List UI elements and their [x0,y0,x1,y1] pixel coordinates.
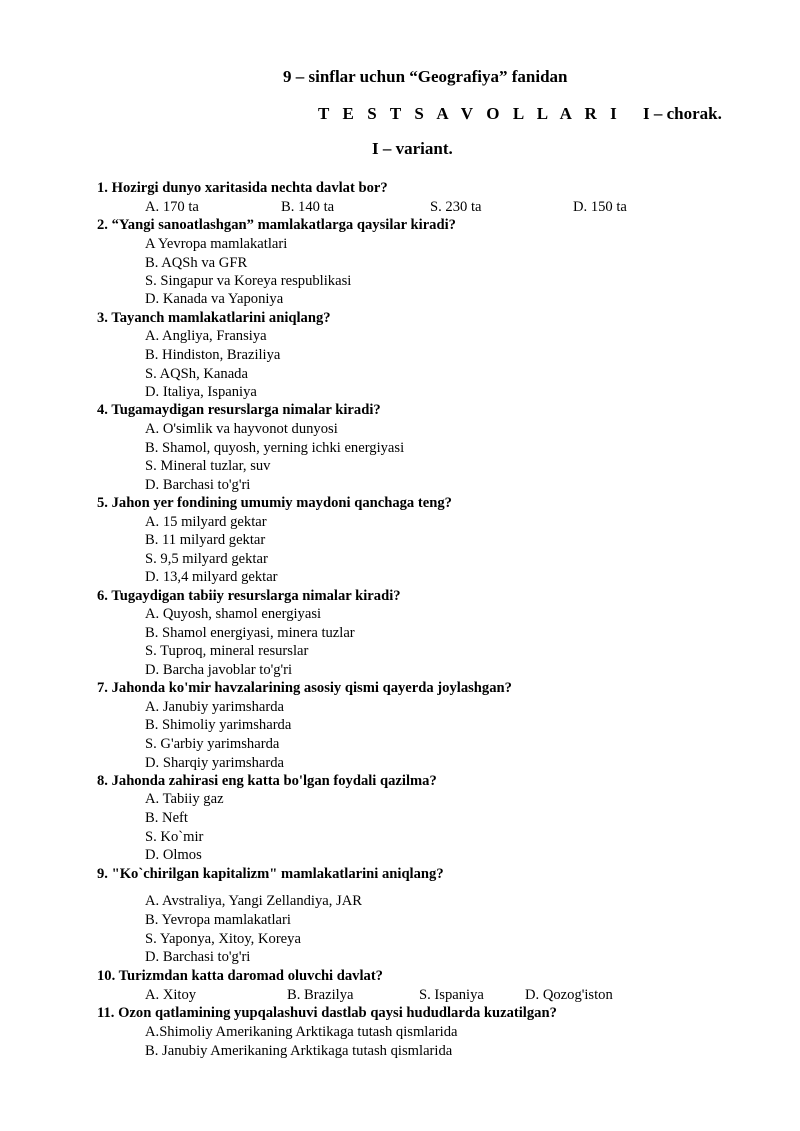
option: S. Yaponya, Xitoy, Koreya [145,931,301,947]
option: B. Hindiston, Braziliya [145,347,281,363]
option: S. Ispaniya [419,987,484,1003]
option: D. Italiya, Ispaniya [145,384,257,400]
question-5: 5. Jahon yer fondining umumiy maydoni qanchaga teng? [97,495,452,511]
option: B. Brazilya [287,987,354,1003]
option: D. Barcha javoblar to'g'ri [145,662,293,678]
option: S. 9,5 milyard gektar [145,551,268,567]
question-4: 4. Tugamaydigan resurslarga nimalar kiradi? [97,402,381,418]
question-10: 10. Turizmdan katta daromad oluvchi davlat? [97,968,383,984]
option: S. Mineral tuzlar, suv [145,458,271,474]
option: A. Avstraliya, Yangi Zellandiya, JAR [145,893,362,909]
option: A. Xitoy [145,987,197,1003]
option: D. Barchasi to'g'ri [145,949,251,965]
question-11: 11. Ozon qatlamining yupqalashuvi dastlab qaysi hududlarda kuzatilgan? [97,1005,557,1021]
option: S. 230 ta [430,199,482,215]
option: S. G'arbiy yarimsharda [145,736,280,752]
option: B. 11 milyard gektar [145,532,266,548]
option: S. Singapur va Koreya respublikasi [145,273,352,289]
question-6: 6. Tugaydigan tabiiy resurslarga nimalar kiradi? [97,588,401,604]
test-title: T E S T S A V O L L A R I [318,104,622,123]
question-8: 8. Jahonda zahirasi eng katta bo'lgan foydali qazilma? [97,773,437,789]
option: A. 15 milyard gektar [145,514,267,530]
option: D. Sharqiy yarimsharda [145,755,285,771]
option: B. Shimoliy yarimsharda [145,717,292,733]
quarter-label: I – chorak. [643,104,722,123]
option: D. Barchasi to'g'ri [145,477,251,493]
option: B. Shamol energiyasi, minera tuzlar [145,625,355,641]
option: B. 140 ta [281,199,335,215]
option: S. Ko`mir [145,829,204,845]
option: B. AQSh va GFR [145,255,248,271]
option: A Yevropa mamlakatlari [145,236,288,252]
option: A. 170 ta [145,199,199,215]
question-9: 9. "Ko`chirilgan kapitalizm" mamlakatlarini aniqlang? [97,866,444,882]
option: D. Kanada va Yaponiya [145,291,284,307]
option: S. AQSh, Kanada [145,366,248,382]
option: B. Yevropa mamlakatlari [145,912,291,928]
option: B. Neft [145,810,188,826]
option: A.Shimoliy Amerikaning Arktikaga tutash qismlarida [145,1024,458,1040]
document-heading: 9 – sinflar uchun “Geografiya” fanidan [283,67,568,86]
option: A. Janubiy yarimsharda [145,699,285,715]
question-1: 1. Hozirgi dunyo xaritasida nechta davlat bor? [97,180,388,196]
option: D. Olmos [145,847,202,863]
variant-label: I – variant. [372,139,453,158]
question-3: 3. Tayanch mamlakatlarini aniqlang? [97,310,331,326]
question-2: 2. “Yangi sanoatlashgan” mamlakatlarga qaysilar kiradi? [97,217,456,233]
option: B. Janubiy Amerikaning Arktikaga tutash qismlarida [145,1043,453,1059]
option: A. Angliya, Fransiya [145,328,267,344]
option: D. 150 ta [573,199,627,215]
question-7: 7. Jahonda ko'mir havzalarining asosiy qismi qayerda joylashgan? [97,680,512,696]
option: A. O'simlik va hayvonot dunyosi [145,421,338,437]
option: D. 13,4 milyard gektar [145,569,278,585]
option: B. Shamol, quyosh, yerning ichki energiyasi [145,440,405,456]
option: D. Qozog'iston [525,987,613,1003]
option: S. Tuproq, mineral resurslar [145,643,309,659]
option: A. Tabiiy gaz [145,791,224,807]
option: A. Quyosh, shamol energiyasi [145,606,322,622]
